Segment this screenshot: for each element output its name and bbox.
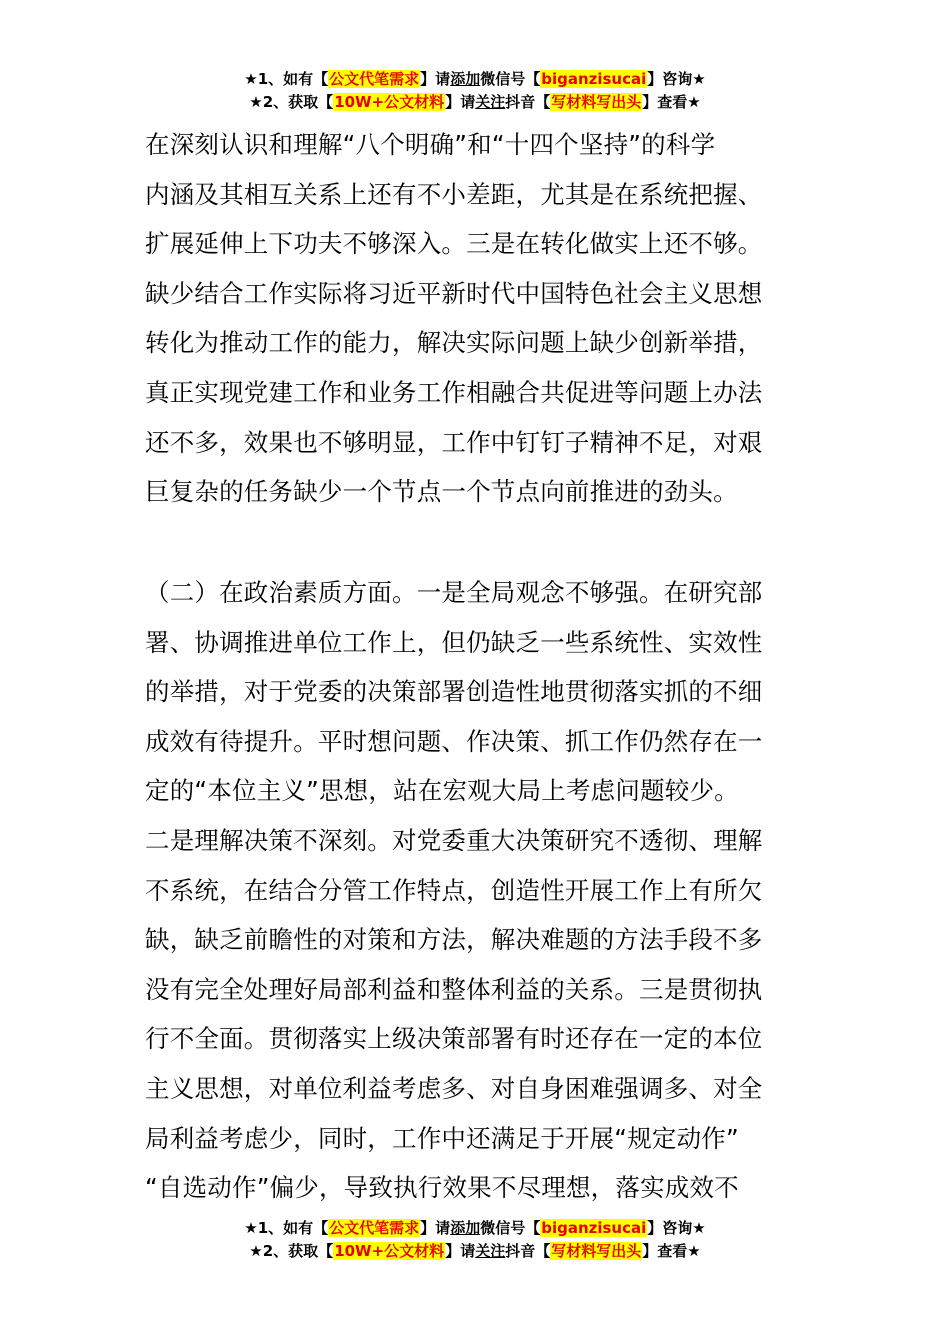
text-line: 真正实现党建工作和业务工作相融合共促进等问题上办法 [145, 377, 763, 407]
banner-line-1: ★1、如有【公文代笔需求】请添加微信号【biganzisucai】咨询★ [244, 70, 706, 88]
text-line: 二是理解决策不深刻。对党委重大决策研究不透彻、理解 [145, 825, 763, 855]
text-line: 还不多，效果也不够明显，工作中钉钉子精神不足，对艰 [145, 427, 763, 457]
text-line: 定的“本位主义”思想，站在宏观大局上考虑问题较少。 [145, 776, 739, 806]
highlight-service: 公文代笔需求 [329, 70, 420, 88]
text-line: 缺少结合工作实际将习近平新时代中国特色社会主义思想 [145, 278, 763, 308]
banner-line-2: ★2、获取【10W+公文材料】请关注抖音【写材料写出头】查看★ [249, 93, 701, 111]
banner-line-2: ★2、获取【10W+公文材料】请关注抖音【写材料写出头】查看★ [249, 1242, 701, 1260]
paragraph-2 [145, 568, 810, 1213]
footer-banner [0, 1217, 950, 1263]
highlight-service: 公文代笔需求 [329, 1219, 420, 1237]
text-line: 行不全面。贯彻落实上级决策部署有时还存在一定的本位 [145, 1024, 763, 1054]
text-line: “自选动作”偏少，导致执行效果不尽理想，落实成效不 [145, 1173, 739, 1203]
paragraph-1 [145, 120, 810, 517]
highlight-wechat-id: biganzisucai [541, 1219, 647, 1237]
text-line: （二）在政治素质方面。一是全局观念不够强。在研究部 [145, 578, 763, 607]
text-line: 巨复杂的任务缺少一个节点一个节点向前推进的劲头。 [145, 477, 738, 507]
text-line: 署、协调推进单位工作上，但仍缺乏一些系统性、实效性 [145, 627, 763, 657]
text-line: 转化为推动工作的能力，解决实际问题上缺少创新举措， [145, 328, 763, 358]
header-banner [0, 68, 950, 114]
highlight-materials: 10W+公文材料 [334, 1242, 445, 1260]
highlight-wechat-id: biganzisucai [541, 70, 647, 88]
text-line: 局利益考虑少，同时，工作中还满足于开展“规定动作” [145, 1123, 739, 1153]
highlight-douyin: 写材料写出头 [551, 1242, 642, 1260]
text-line: 扩展延伸上下功夫不够深入。三是在转化做实上还不够。 [145, 229, 763, 259]
text-line: 成效有待提升。平时想问题、作决策、抓工作仍然存在一 [145, 726, 763, 756]
text-line: 缺，缺乏前瞻性的对策和方法，解决难题的方法手段不多 [145, 925, 763, 955]
text-line: 没有完全处理好局部利益和整体利益的关系。三是贯彻执 [145, 974, 763, 1004]
highlight-materials: 10W+公文材料 [334, 93, 445, 111]
text-line: 不系统，在结合分管工作特点，创造性开展工作上有所欠 [145, 875, 763, 905]
text-line: 的举措，对于党委的决策部署创造性地贯彻落实抓的不细 [145, 677, 763, 707]
text-line: 在深刻认识和理解“八个明确”和“十四个坚持”的科学 [145, 130, 716, 159]
text-line: 主义思想，对单位利益考虑多、对自身困难强调多、对全 [145, 1073, 763, 1103]
highlight-douyin: 写材料写出头 [551, 93, 642, 111]
banner-line-1: ★1、如有【公文代笔需求】请添加微信号【biganzisucai】咨询★ [244, 1219, 706, 1237]
text-line: 内涵及其相互关系上还有不小差距，尤其是在系统把握、 [145, 179, 763, 209]
